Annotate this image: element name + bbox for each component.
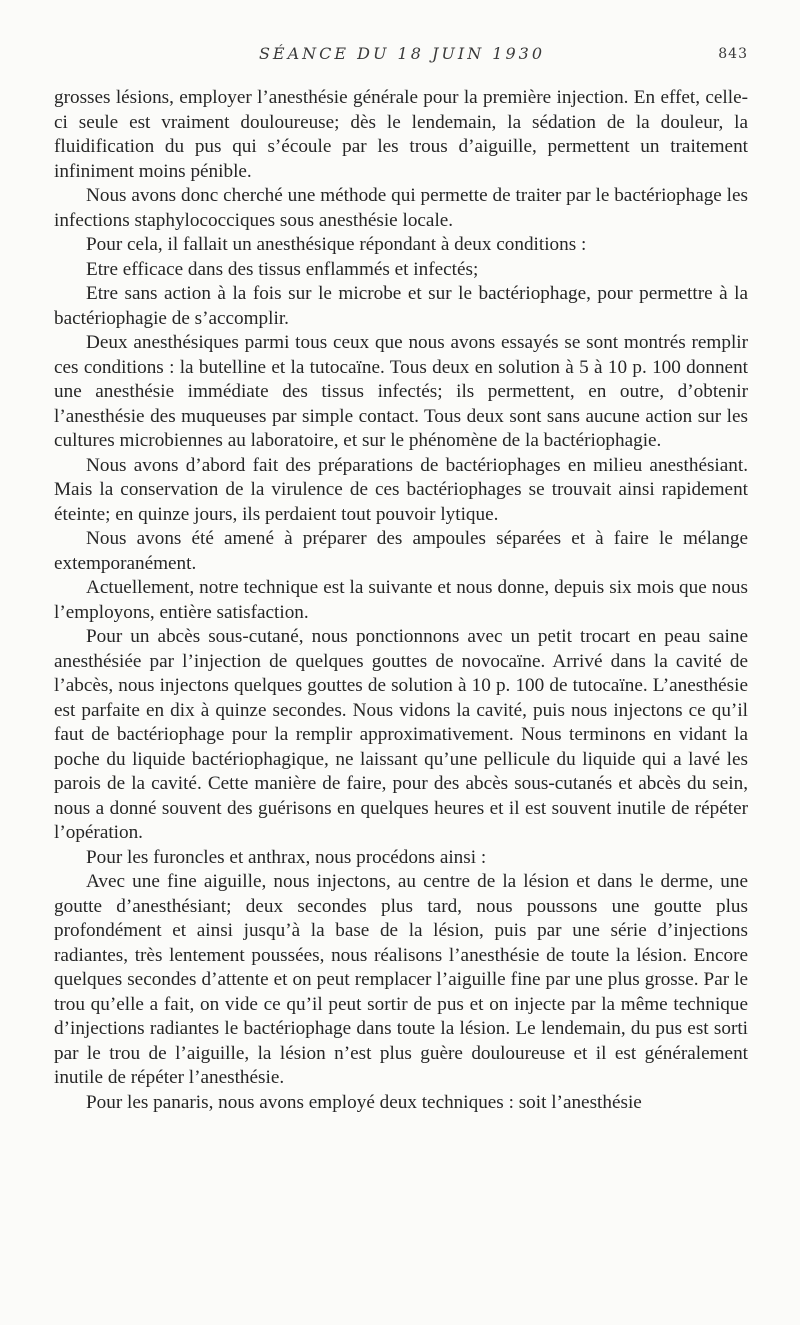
paragraph: Pour les panaris, nous avons employé deux techniques : soit l’anesthésie xyxy=(86,1091,642,1113)
page-number: 843 xyxy=(718,46,748,62)
running-title: SÉANCE DU 18 JUIN 1930 xyxy=(258,44,546,63)
body-text xyxy=(54,86,748,1115)
page-header xyxy=(54,44,750,68)
paragraph: Nous avons été amené à préparer des ampoules séparées et à faire le mélange extemporanément. xyxy=(54,528,748,574)
paragraph: Nous avons donc cherché une méthode qui permette de traiter par le bactériophage les infections staphylococciques sous anesthésie locale. xyxy=(54,185,748,231)
paragraph: Etre sans action à la fois sur le microbe et sur le bactériophage, pour permettre à la bactériophagie de s’accomplir. xyxy=(54,283,748,329)
paragraph: Etre efficace dans des tissus enflammés et infectés; xyxy=(86,258,479,280)
paragraph: Pour un abcès sous-cutané, nous ponctionnons avec un petit trocart en peau saine anesthésiée par l’injection de quelques gouttes de novocaïne. Arrivé dans la cavité de l’abcès, nous injectons quelques gouttes de solution à 10 p. 100 de tutocaïne. L’anesthésie est parfaite en dix à quinze secondes. Nous vidons la cavité, puis nous injectons ce qu’il faut de bactériophage pour la remplir approximativement. Nous terminons en vidant la poche du liquide bactériophagique, ne laissant qu’une pellicule du liquide qui a lavé les parois de la cavité. Cette manière de faire, pour des abcès sous-cutanés et abcès du sein, nous a donné souvent des guérisons en quelques heures et il est souvent inutile de répéter l’opération. xyxy=(54,626,748,843)
paragraph: Nous avons d’abord fait des préparations de bactériophages en milieu anesthésiant. Mais la conservation de la virulence de ces bactériophages se trouvait ainsi rapidement éteinte; en quinze jours, ils perdaient tout pouvoir lytique. xyxy=(54,454,748,525)
paragraph: Avec une fine aiguille, nous injectons, au centre de la lésion et dans le derme, une goutte d’anesthésiant; deux secondes plus tard, nous poussons une goutte plus profondément et ainsi jusqu’à la base de la lésion, puis par une série d’injections radiantes, très lentement poussées, nous réalisons l’anesthésie de toute la lésion. Encore quelques secondes d’attente et on peut remplacer l’aiguille fine par une plus grosse. Par le trou qu’elle a fait, on vide ce qu’il peut sortir de pus et on injecte par la même technique d’injections radiantes le bactériophage dans toute la lésion. Le lendemain, du pus est sorti par le trou de l’aiguille, la lésion n’est plus guère douloureuse et il est généralement inutile de répéter l’anesthésie. xyxy=(54,871,748,1088)
paragraph: Pour cela, il fallait un anesthésique répondant à deux conditions : xyxy=(86,234,587,255)
paragraph: Actuellement, notre technique est la suivante et nous donne, depuis six mois que nous l’employons, entière satisfaction. xyxy=(54,577,748,623)
paragraph: Pour les furoncles et anthrax, nous procédons ainsi : xyxy=(86,846,487,868)
paragraph: Deux anesthésiques parmi tous ceux que nous avons essayés se sont montrés remplir ces conditions : la butelline et la tutocaïne. Tous deux en solution à 5 à 10 p. 100 donnent une anesthésie immédiate des tissus infectés; ils permettent, en outre, d’obtenir l’anesthésie des muqueuses par simple contact. Tous deux sont sans aucune action sur les cultures microbiennes au laboratoire, et sur le phénomène de la bactériophagie. xyxy=(54,332,748,451)
paragraph: grosses lésions, employer l’anesthésie générale pour la première injection. En effet, celle-ci seule est vraiment douloureuse; dès le lendemain, la sédation de la douleur, la fluidification du pus qui s’écoule par les trous d’aiguille, permettent un traitement infiniment moins pénible. xyxy=(54,87,748,182)
